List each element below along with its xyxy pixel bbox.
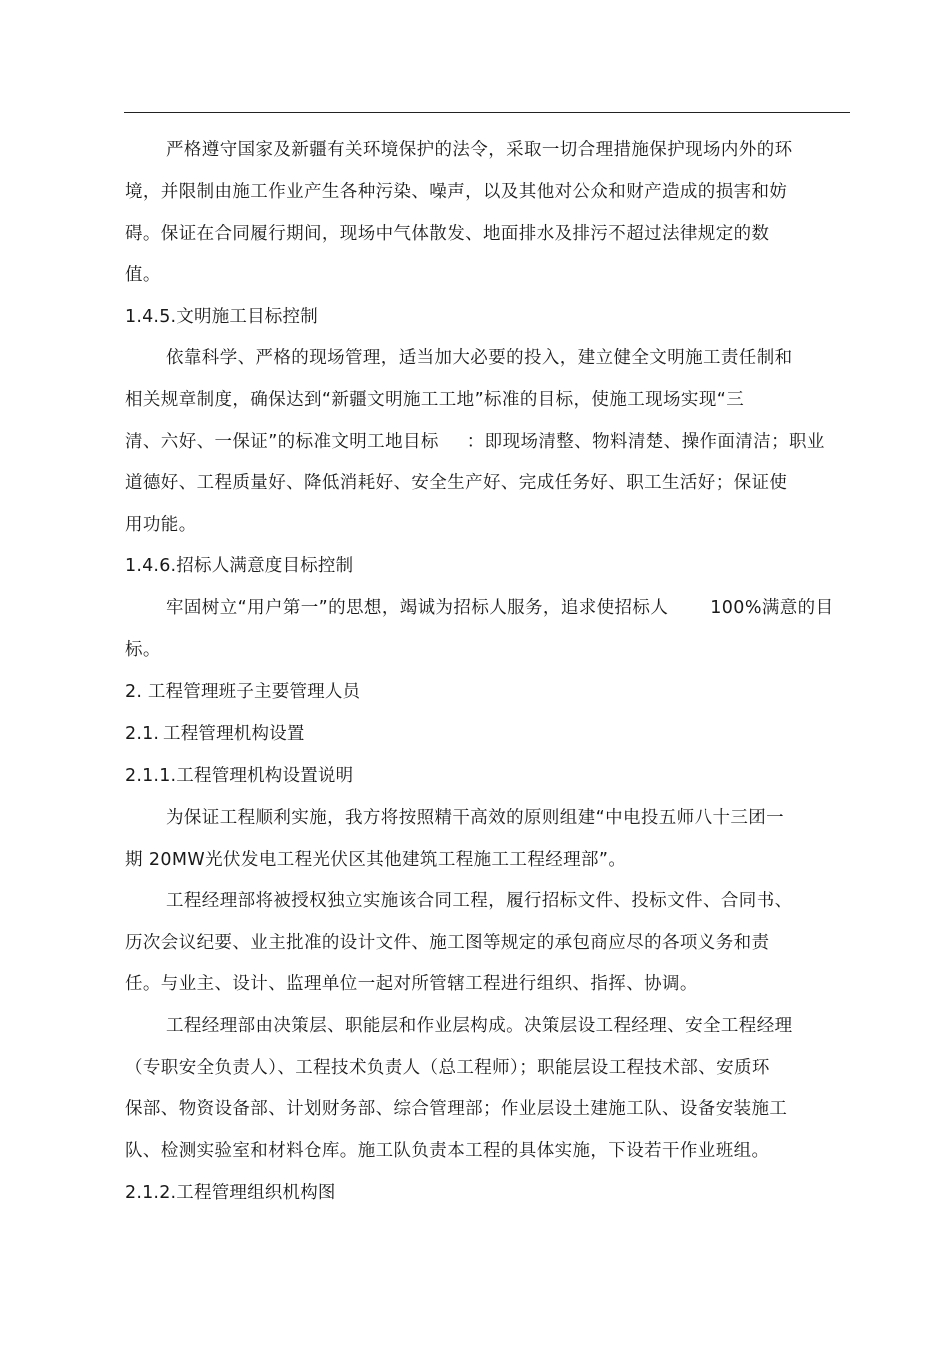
paragraph-line: 工程经理部将被授权独立实施该合同工程，履行招标文件、投标文件、合同书、 <box>166 891 793 911</box>
section-title: 工程管理机构设置 <box>163 724 305 744</box>
section-title: 招标人满意度目标控制 <box>176 556 354 576</box>
section-title: 工程管理组织机构图 <box>176 1183 336 1203</box>
section-heading-2-1 <box>125 722 305 746</box>
paragraph-line: 期 20MW光伏发电工程光伏区其他建筑工程施工工程经理部”。 <box>125 850 627 870</box>
paragraph-line <box>166 596 833 620</box>
paragraph-line: 为保证工程顺利实施，我方将按照精干高效的原则组建“中电投五师八十三团一 <box>166 808 785 828</box>
section-number: 2.1.2. <box>125 1183 177 1203</box>
section-heading-1-4-5 <box>125 305 318 329</box>
paragraph-line: 碍。保证在合同履行期间，现场中气体散发、地面排水及排污不超过法律规定的数 <box>125 224 770 244</box>
section-number: 1.4.6. <box>125 556 177 576</box>
section-number: 1.4.5. <box>125 307 177 327</box>
paragraph-line: 依靠科学、严格的现场管理，适当加大必要的投入，建立健全文明施工责任制和 <box>166 348 793 368</box>
section-heading-2: 2. 工程管理班子主要管理人员 <box>125 682 361 702</box>
section-number: 2.1.1. <box>125 766 177 786</box>
section-title: 文明施工目标控制 <box>176 307 318 327</box>
paragraph-line: 保部、物资设备部、计划财务部、综合管理部；作业层设土建施工队、设备安装施工 <box>125 1099 788 1119</box>
paragraph-line: 严格遵守国家及新疆有关环境保护的法令，采取一切合理措施保护现场内外的环 <box>166 140 793 160</box>
paragraph-line: 工程经理部由决策层、职能层和作业层构成。决策层设工程经理、安全工程经理 <box>166 1016 793 1036</box>
paragraph-line: 历次会议纪要、业主批准的设计文件、施工图等规定的承包商应尽的各项义务和责 <box>125 933 770 953</box>
paragraph-line: 值。 <box>125 265 161 285</box>
paragraph-line <box>125 430 825 454</box>
paragraph-line: 用功能。 <box>125 515 197 535</box>
section-number: 2.1. <box>125 724 160 744</box>
paragraph-line: （专职安全负责人）、工程技术负责人（总工程师）；职能层设工程技术部、安质环 <box>125 1058 770 1078</box>
paragraph-line: 相关规章制度，确保达到“新疆文明施工工地”标准的目标，使施工现场实现“三 <box>125 390 745 410</box>
paragraph-line: 境，并限制由施工作业产生各种污染、噪声，以及其他对公众和财产造成的损害和妨 <box>125 182 788 202</box>
section-heading-1-4-6 <box>125 554 353 578</box>
paragraph-line: 道德好、工程质量好、降低消耗好、安全生产好、完成任务好、职工生活好；保证使 <box>125 473 788 493</box>
section-title: 工程管理机构设置说明 <box>176 766 354 786</box>
paragraph-line: 任。与业主、设计、监理单位一起对所管辖工程进行组织、指挥、协调。 <box>125 974 698 994</box>
text-segment: 牢固树立“用户第一”的思想，竭诚为招标人服务，追求使招标人 <box>166 598 669 618</box>
section-heading-2-1-2 <box>125 1181 336 1205</box>
section-heading-2-1-1 <box>125 764 353 788</box>
paragraph-line: 标。 <box>125 640 161 660</box>
text-segment: 清、六好、一保证”的标准文明工地目标 <box>125 432 439 452</box>
text-segment: ：即现场清整、物料清楚、操作面清洁；职业 <box>466 432 825 452</box>
header-rule <box>124 112 850 113</box>
paragraph-line: 队、检测实验室和材料仓库。施工队负责本工程的具体实施，下设若干作业班组。 <box>125 1141 770 1161</box>
text-segment: 100%满意的目 <box>710 598 834 618</box>
